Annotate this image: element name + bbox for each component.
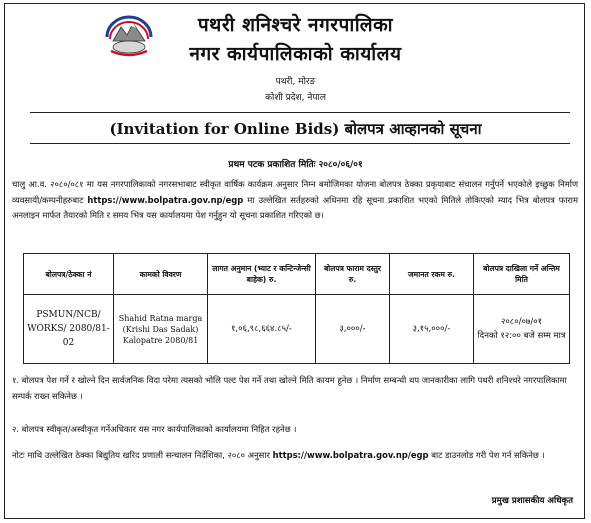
header-security: जमानत रकम रु. bbox=[390, 254, 474, 295]
note-2: २. बोलपत्र स्वीकृत/अस्वीकृत गर्नेअधिकार यस नगर कार्यपालिकाको कार्यालयमा निहित रहनेछ । bbox=[12, 424, 297, 434]
header-cost-estimate: लागत अनुमान (भ्याट र कन्टिन्जेन्सी बाहेक) रु. bbox=[208, 254, 316, 295]
cell-cost-estimate: १,०६,९८,६६४.८५/- bbox=[208, 295, 316, 364]
office-subtitle: नगर कार्यपालिकाको कार्यालय bbox=[189, 43, 402, 65]
signature-title: प्रमुख प्रशासकीय अधिकृत bbox=[491, 496, 573, 506]
title-bottom-rule bbox=[30, 143, 570, 144]
header-description: कामको विवरण bbox=[114, 254, 208, 295]
publication-date: प्रथम पटक प्रकाशित मितिः २०८०/०६/०१ bbox=[228, 160, 363, 170]
intro-url-link[interactable]: https://www.bolpatra.gov.np/egp bbox=[87, 194, 244, 205]
office-name: पथरी शनिश्चरे नगरपालिका bbox=[197, 14, 394, 36]
cell-description: Shahid Ratna marga (Krishi Das Sadak) Kalopatre 2080/81 bbox=[114, 295, 208, 364]
notice-title-nepali: बोलपत्र आव्हानको सूचना bbox=[344, 120, 482, 138]
cell-contract-no: PSMUN/NCB/ WORKS/ 2080/81-02 bbox=[24, 295, 114, 364]
bids-table bbox=[23, 253, 570, 364]
cell-security: ३,१५,०००/- bbox=[390, 295, 474, 364]
note-3-text-before: नोटः माथि उल्लेखित ठेक्का बिद्युतिय खरिद प्रणाली सन्चालन निर्देशिका, २०८० अनुसार bbox=[12, 450, 270, 460]
office-location: पथरी, मोरङ bbox=[275, 77, 316, 87]
notice-title bbox=[0, 119, 591, 139]
table-header-row bbox=[24, 254, 570, 295]
intro-text-after: मा उल्लेखित सर्तहरुको अधिनमा रहि सूचना प्रकाशित भएको मितिले तोकिएको म्याद भित्र बोलपत्र फाराम अनलाइन मार्फत तैयारको मिति र समय भित्र यस कार्यालयमा पेश गर्नुहुन यो सूचना प्रकाशित गरिएको छ। bbox=[12, 194, 578, 220]
note-3-text-after: बाट डाउनलोड गरी पेश गर्न सकिनेछ । bbox=[431, 450, 545, 460]
table-row bbox=[24, 295, 570, 364]
office-province: कोशी प्रदेश, नेपाल bbox=[265, 93, 326, 103]
notice-title-english: (Invitation for Online Bids) bbox=[109, 120, 340, 138]
header-deadline: बोलपत्र दाखिला गर्ने अन्तिम मिति bbox=[474, 254, 570, 295]
cell-form-fee: ३,०००/- bbox=[316, 295, 390, 364]
intro-paragraph bbox=[12, 177, 578, 224]
note-3 bbox=[12, 448, 578, 464]
intro-text-before: चालु आ.व. २०८०/०८१ मा यस नगरपालिकाको नगरसभाबाट स्वीकृत वार्षिक कार्यक्रम अनुसार निम्न बमोजिमका योजना बोलपत्र ठेक्का प्रकृयाबाट संचालन गर्नुपर्ने भएकोले इच्छुक निर्माण व्यवसायी/कम्पनीहरुबाट bbox=[12, 179, 578, 205]
cell-deadline-date: २०८०/०७/०१ bbox=[500, 317, 543, 327]
note-1: १. बोलपत्र पेश गर्ने र खोल्ने दिन सार्वजनिक विदा परेमा त्यसको भोलि पल्ट पेश गर्ने तथा खोल्ने मिति कायम हुनेछ । निर्माण सम्बन्धी थप जानकारीका लागि पथरी शनिश्चरे नगरपालिकामा सम्पर्क राख्न सकिनेछ । bbox=[12, 375, 567, 401]
title-top-rule bbox=[30, 112, 570, 113]
header-form-fee: बोलपत्र फाराम दस्तुर रु. bbox=[316, 254, 390, 295]
header-contract-no: बोलपत्र/ठेक्का नं bbox=[24, 254, 114, 295]
cell-deadline-time: दिनको १२:०० बजे सम्म मात्र bbox=[477, 331, 566, 341]
note-3-url-link[interactable]: https://www.bolpatra.gov.np/egp bbox=[272, 450, 429, 460]
cell-deadline bbox=[474, 295, 570, 364]
